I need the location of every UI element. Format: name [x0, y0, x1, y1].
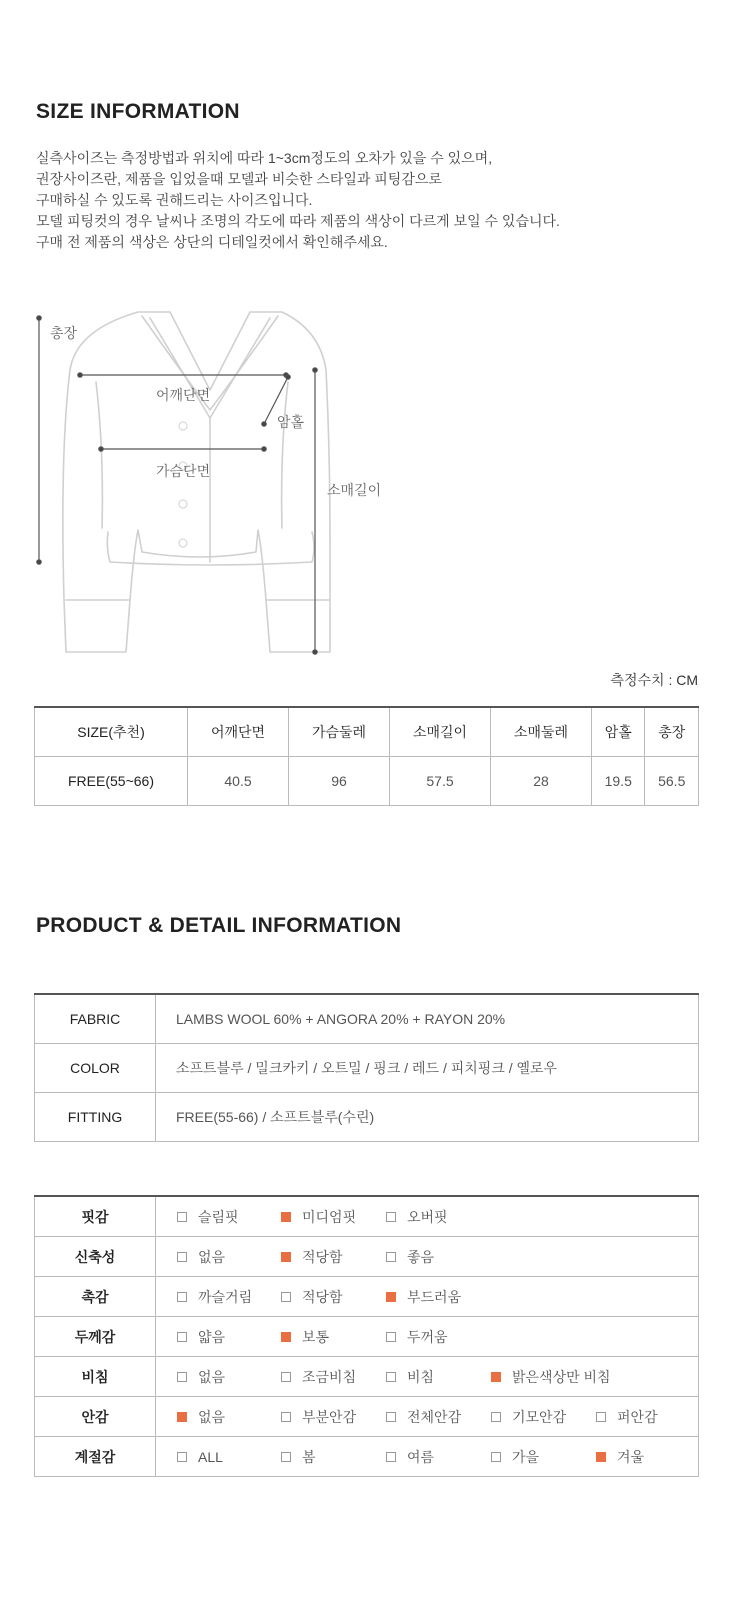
- option-label: 가을: [512, 1448, 540, 1465]
- chest-dot-icon: [262, 447, 266, 451]
- shoulder-label: 어깨단면: [156, 387, 211, 403]
- chest-label: 가슴단면: [156, 463, 211, 479]
- unchecked-box-icon: [281, 1372, 291, 1382]
- unchecked-box-icon: [281, 1452, 291, 1462]
- checked-box-icon: [281, 1212, 291, 1222]
- color-value: 소프트블루 / 밀크카키 / 오트밀 / 핑크 / 레드 / 피치핑크 / 옐로우: [156, 1044, 699, 1093]
- option-item: [491, 1398, 566, 1435]
- value-cell: 57.5: [390, 757, 491, 806]
- feel-row-label: 촉감: [35, 1277, 156, 1317]
- unchecked-box-icon: [281, 1292, 291, 1302]
- table-row: [35, 1437, 699, 1477]
- table-row: [35, 1093, 699, 1142]
- option-item: [281, 1358, 356, 1395]
- option-item: [281, 1318, 329, 1355]
- option-item: [386, 1198, 448, 1235]
- option-item: [386, 1358, 434, 1395]
- option-item: [177, 1198, 239, 1235]
- description-line: 구매하실 수 있도록 권해드리는 사이즈입니다.: [36, 192, 313, 208]
- unchecked-box-icon: [177, 1332, 187, 1342]
- unchecked-box-icon: [177, 1212, 187, 1222]
- unchecked-box-icon: [386, 1452, 396, 1462]
- button-icon: [179, 539, 187, 547]
- table-row: [35, 1196, 699, 1237]
- color-label: COLOR: [35, 1044, 156, 1093]
- length-dot-icon: [37, 316, 41, 320]
- header-cell: 총장: [645, 707, 699, 757]
- option-item: [386, 1438, 434, 1475]
- feel-options-cell: [156, 1237, 699, 1277]
- button-icon: [179, 422, 187, 430]
- product-section-title: PRODUCT & DETAIL INFORMATION: [36, 914, 402, 937]
- option-label: 겨울: [617, 1448, 645, 1465]
- description-line: 실측사이즈는 측정방법과 위치에 따라 1~3cm정도의 오차가 있을 수 있으며,: [36, 150, 493, 166]
- table-row: [35, 1277, 699, 1317]
- option-label: 퍼안감: [617, 1408, 658, 1425]
- shoulder-dot-icon: [78, 373, 82, 377]
- option-group: [157, 1198, 697, 1235]
- option-label: 두꺼움: [407, 1328, 448, 1345]
- size-table-header: [35, 707, 699, 757]
- checked-box-icon: [386, 1292, 396, 1302]
- button-group: [179, 422, 187, 547]
- option-item: [177, 1358, 225, 1395]
- feel-row-label: 핏감: [35, 1196, 156, 1237]
- option-label: 까슬거림: [198, 1288, 253, 1305]
- unchecked-box-icon: [386, 1252, 396, 1262]
- feel-options-cell: [156, 1437, 699, 1477]
- option-item: [491, 1358, 611, 1395]
- checked-box-icon: [491, 1372, 501, 1382]
- option-label: 부분안감: [302, 1408, 357, 1425]
- option-item: [281, 1398, 356, 1435]
- fitting-value: FREE(55-66) / 소프트블루(수린): [156, 1093, 699, 1142]
- unchecked-box-icon: [596, 1412, 606, 1422]
- option-label: 여름: [407, 1448, 435, 1465]
- value-cell: 96: [289, 757, 390, 806]
- unchecked-box-icon: [177, 1292, 187, 1302]
- feel-row-label: 신축성: [35, 1237, 156, 1277]
- description-line: 모델 피팅컷의 경우 날씨나 조명의 각도에 따라 제품의 색상이 다르게 보일 수 있습니다.: [36, 213, 560, 229]
- option-label: 봄: [302, 1448, 316, 1465]
- option-label: 미디엄핏: [302, 1208, 357, 1225]
- armhole-label: 암홀: [277, 414, 305, 430]
- size-table: [34, 706, 699, 806]
- unchecked-box-icon: [491, 1452, 501, 1462]
- feel-options-cell: [156, 1277, 699, 1317]
- description-line: 권장사이즈란, 제품을 입었을때 모델과 비슷한 스타일과 피팅감으로: [36, 171, 442, 187]
- unchecked-box-icon: [386, 1412, 396, 1422]
- value-cell: 28: [491, 757, 592, 806]
- option-label: 없음: [198, 1408, 226, 1425]
- unchecked-box-icon: [386, 1372, 396, 1382]
- measure-lines: [37, 316, 317, 654]
- unchecked-box-icon: [177, 1452, 187, 1462]
- sleeve-label: 소매길이: [327, 482, 382, 498]
- feel-row-label: 안감: [35, 1397, 156, 1437]
- option-label: 얇음: [198, 1328, 226, 1345]
- option-label: 슬림핏: [198, 1208, 239, 1225]
- option-group: [157, 1318, 697, 1355]
- option-item: [177, 1438, 223, 1475]
- table-row: [35, 994, 699, 1044]
- unchecked-box-icon: [281, 1412, 291, 1422]
- length-label: 총장: [50, 325, 78, 341]
- option-item: [386, 1278, 461, 1315]
- unchecked-box-icon: [491, 1412, 501, 1422]
- table-row: [35, 757, 699, 806]
- feel-options-cell: [156, 1397, 699, 1437]
- feel-options-cell: [156, 1317, 699, 1357]
- option-label: 오버핏: [407, 1208, 448, 1225]
- table-row: [35, 1237, 699, 1277]
- option-label: 없음: [198, 1248, 226, 1265]
- feel-row-label: 두께감: [35, 1317, 156, 1357]
- fitting-label: FITTING: [35, 1093, 156, 1142]
- fabric-label: FABRIC: [35, 994, 156, 1044]
- option-label: 전체안감: [407, 1408, 462, 1425]
- table-row: [35, 1397, 699, 1437]
- header-cell: 소매길이: [390, 707, 491, 757]
- measurement-diagram: [30, 300, 390, 670]
- unchecked-box-icon: [386, 1212, 396, 1222]
- feel-options-cell: [156, 1196, 699, 1237]
- cardigan-outline: [63, 312, 330, 652]
- value-cell: 56.5: [645, 757, 699, 806]
- option-label: 밝은색상만 비침: [512, 1368, 611, 1385]
- size-cell: FREE(55~66): [35, 757, 188, 806]
- feel-row-label: 비침: [35, 1357, 156, 1397]
- option-item: [386, 1238, 434, 1275]
- checked-box-icon: [281, 1252, 291, 1262]
- unchecked-box-icon: [177, 1372, 187, 1382]
- unchecked-box-icon: [386, 1332, 396, 1342]
- button-icon: [179, 500, 187, 508]
- option-item: [281, 1198, 356, 1235]
- size-description: [36, 148, 560, 253]
- option-item: [177, 1318, 225, 1355]
- length-dot-icon: [37, 560, 41, 564]
- option-group: [157, 1438, 697, 1475]
- option-group: [157, 1358, 697, 1395]
- option-item: [281, 1238, 343, 1275]
- option-item: [596, 1438, 644, 1475]
- table-row: [35, 1044, 699, 1093]
- option-item: [491, 1438, 539, 1475]
- option-group: [157, 1278, 697, 1315]
- option-label: 비침: [407, 1368, 435, 1385]
- size-section-title: SIZE INFORMATION: [36, 100, 240, 123]
- option-item: [596, 1398, 658, 1435]
- option-item: [281, 1278, 343, 1315]
- armhole-dot-icon: [286, 375, 290, 379]
- option-label: 기모안감: [512, 1408, 567, 1425]
- option-label: 부드러움: [407, 1288, 462, 1305]
- sleeve-dot-icon: [313, 368, 317, 372]
- feel-row-label: 계절감: [35, 1437, 156, 1477]
- option-label: ALL: [198, 1448, 223, 1465]
- fit-feel-table: [34, 1195, 699, 1477]
- option-item: [281, 1438, 316, 1475]
- option-item: [177, 1398, 225, 1435]
- option-label: 적당함: [302, 1288, 343, 1305]
- option-item: [386, 1398, 461, 1435]
- value-cell: 19.5: [592, 757, 645, 806]
- header-cell: 소매둘레: [491, 707, 592, 757]
- header-cell: 어깨단면: [188, 707, 289, 757]
- checked-box-icon: [281, 1332, 291, 1342]
- table-row: [35, 1357, 699, 1397]
- option-item: [386, 1318, 448, 1355]
- option-item: [177, 1278, 252, 1315]
- header-cell: SIZE(추천): [35, 707, 188, 757]
- table-row: [35, 1317, 699, 1357]
- unchecked-box-icon: [177, 1252, 187, 1262]
- option-label: 좋음: [407, 1248, 435, 1265]
- option-label: 조금비침: [302, 1368, 357, 1385]
- header-cell: 암홀: [592, 707, 645, 757]
- checked-box-icon: [596, 1452, 606, 1462]
- option-group: [157, 1398, 697, 1435]
- option-label: 없음: [198, 1368, 226, 1385]
- option-label: 보통: [302, 1328, 330, 1345]
- unit-label: 측정수치 : CM: [610, 672, 698, 688]
- fabric-value: LAMBS WOOL 60% + ANGORA 20% + RAYON 20%: [156, 994, 699, 1044]
- sleeve-dot-icon: [313, 650, 317, 654]
- description-line: 구매 전 제품의 색상은 상단의 디테일컷에서 확인해주세요.: [36, 234, 388, 250]
- armhole-dot-icon: [262, 422, 266, 426]
- product-info-table: [34, 993, 699, 1142]
- option-group: [157, 1238, 697, 1275]
- value-cell: 40.5: [188, 757, 289, 806]
- feel-options-cell: [156, 1357, 699, 1397]
- option-label: 적당함: [302, 1248, 343, 1265]
- checked-box-icon: [177, 1412, 187, 1422]
- header-cell: 가슴둘레: [289, 707, 390, 757]
- chest-dot-icon: [99, 447, 103, 451]
- option-item: [177, 1238, 225, 1275]
